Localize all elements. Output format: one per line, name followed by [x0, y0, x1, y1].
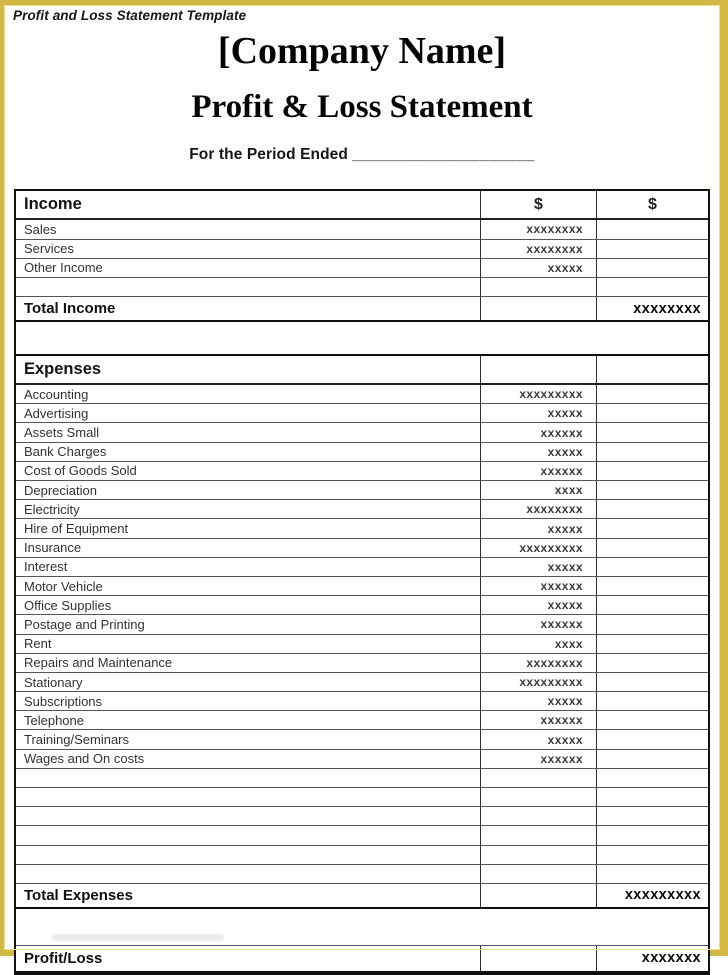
amount-cell-empty: [596, 673, 708, 691]
line-item-label: Accounting: [24, 386, 89, 402]
empty-label-cell: [16, 846, 480, 864]
amount-cell-empty: [596, 558, 708, 576]
empty-row: [16, 788, 708, 807]
empty-label-cell: [16, 788, 480, 806]
line-item-label: Subscriptions: [24, 693, 103, 709]
amount-cell-empty: [480, 297, 596, 320]
amount-cell-empty: [596, 711, 708, 729]
empty-amount-cell: [480, 826, 596, 844]
line-item-amount: xxxx: [480, 635, 596, 653]
line-item-label: Stationary: [24, 674, 83, 690]
line-item-label: Office Supplies: [24, 597, 112, 613]
line-item-row: [16, 481, 708, 500]
amount-cell-empty: [596, 519, 708, 537]
line-item-label: Interest: [24, 559, 68, 575]
total-row: [16, 884, 708, 909]
line-item-amount: xxxxx: [480, 558, 596, 576]
amount-cell-empty: [596, 259, 708, 277]
line-item-row: [16, 558, 708, 577]
line-item-amount: xxxxxxxx: [480, 500, 596, 518]
line-item-label: Motor Vehicle: [24, 578, 103, 594]
line-item-row: [16, 596, 708, 615]
line-item-row: [16, 635, 708, 654]
line-item-row: [16, 500, 708, 519]
line-item-label: Wages and On costs: [24, 751, 145, 767]
line-item-amount: xxxxx: [480, 259, 596, 277]
line-item-label: Repairs and Maintenance: [24, 655, 173, 671]
amount-cell-empty: [596, 220, 708, 238]
amount-cell-empty: [596, 635, 708, 653]
company-name-heading: [Company Name]: [217, 29, 507, 72]
line-item-label: Bank Charges: [24, 444, 107, 460]
spacer-cell: [16, 322, 708, 354]
amount-cell-empty: [596, 462, 708, 480]
empty-amount-cell: [480, 865, 596, 883]
amount-cell-empty: [480, 946, 596, 971]
table-spacer-row: [16, 322, 708, 356]
currency-column-header: [596, 356, 708, 383]
line-item-amount: xxxxxxxx: [480, 654, 596, 672]
empty-amount-cell: [596, 769, 708, 787]
line-item-row: [16, 519, 708, 538]
empty-amount-cell: [480, 769, 596, 787]
line-item-label: Insurance: [24, 540, 82, 556]
line-item-label: Training/Seminars: [24, 732, 130, 748]
line-item-amount: xxxxxx: [480, 462, 596, 480]
empty-row: [16, 826, 708, 845]
empty-amount-cell: [480, 278, 596, 296]
empty-label-cell: [16, 278, 480, 296]
section-header-row: [16, 191, 708, 220]
amount-cell-empty: [596, 750, 708, 768]
currency-column-header: $: [596, 191, 708, 218]
line-item-amount: xxxxxx: [480, 577, 596, 595]
total-row: [16, 946, 708, 973]
empty-amount-cell: [596, 865, 708, 883]
table-spacer-row: [16, 909, 708, 946]
amount-cell-empty: [596, 615, 708, 633]
line-item-amount: xxxxx: [480, 596, 596, 614]
line-item-label: Cost of Goods Sold: [24, 463, 137, 479]
line-item-amount: xxxxxxxxx: [480, 385, 596, 403]
line-item-amount: xxxxx: [480, 404, 596, 422]
line-item-row: [16, 711, 708, 730]
line-item-row: [16, 240, 708, 259]
total-amount: xxxxxxxxx: [596, 884, 708, 907]
amount-cell-empty: [480, 884, 596, 907]
total-amount: xxxxxxxx: [596, 297, 708, 320]
empty-row: [16, 278, 708, 297]
line-item-label: Advertising: [24, 405, 89, 421]
empty-amount-cell: [480, 846, 596, 864]
total-row: [16, 297, 708, 322]
line-item-amount: xxxxxxxx: [480, 220, 596, 238]
empty-label-cell: [16, 769, 480, 787]
line-item-label: Telephone: [24, 712, 84, 728]
line-item-amount: xxxxxx: [480, 711, 596, 729]
line-item-amount: xxxxxxxxx: [480, 673, 596, 691]
empty-amount-cell: [480, 807, 596, 825]
empty-amount-cell: [596, 788, 708, 806]
amount-cell-empty: [596, 443, 708, 461]
empty-label-cell: [16, 807, 480, 825]
line-item-row: [16, 750, 708, 769]
line-item-row: [16, 404, 708, 423]
line-item-amount: xxxxxxxxx: [480, 539, 596, 557]
total-amount: xxxxxxx: [596, 946, 708, 971]
line-item-label: Assets Small: [24, 425, 100, 441]
line-item-amount: xxxxx: [480, 692, 596, 710]
section-header-label: Expenses: [24, 360, 102, 379]
empty-amount-cell: [596, 846, 708, 864]
empty-row: [16, 769, 708, 788]
empty-row: [16, 807, 708, 826]
amount-cell-empty: [596, 404, 708, 422]
amount-cell-empty: [596, 500, 708, 518]
period-line: [4, 146, 720, 164]
total-label: Profit/Loss: [24, 949, 103, 967]
line-item-label: Postage and Printing: [24, 616, 145, 632]
faint-watermark: [52, 934, 224, 941]
line-item-row: [16, 577, 708, 596]
empty-amount-cell: [596, 826, 708, 844]
template-title: Profit and Loss Statement Template: [13, 8, 247, 23]
line-item-label: Sales: [24, 221, 57, 237]
amount-cell-empty: [596, 481, 708, 499]
line-item-label: Rent: [24, 636, 52, 652]
empty-label-cell: [16, 826, 480, 844]
amount-cell-empty: [596, 539, 708, 557]
empty-label-cell: [16, 865, 480, 883]
line-item-row: [16, 462, 708, 481]
line-item-row: [16, 259, 708, 278]
line-item-row: [16, 692, 708, 711]
empty-amount-cell: [596, 807, 708, 825]
line-item-label: Services: [24, 241, 74, 257]
empty-row: [16, 846, 708, 865]
period-blank-line: ____________________: [352, 146, 535, 164]
period-label: For the Period Ended: [189, 146, 348, 164]
amount-cell-empty: [596, 240, 708, 258]
line-item-row: [16, 443, 708, 462]
amount-cell-empty: [596, 423, 708, 441]
line-item-row: [16, 673, 708, 692]
statement-title: Profit & Loss Statement: [191, 89, 533, 126]
line-item-amount: xxxxxx: [480, 615, 596, 633]
amount-cell-empty: [596, 692, 708, 710]
line-item-row: [16, 385, 708, 404]
profit-loss-table: [14, 189, 710, 975]
amount-cell-empty: [596, 730, 708, 748]
amount-cell-empty: [596, 596, 708, 614]
line-item-label: Depreciation: [24, 482, 97, 498]
total-label: Total Expenses: [24, 886, 133, 904]
line-item-amount: xxxxx: [480, 730, 596, 748]
line-item-amount: xxxxx: [480, 443, 596, 461]
amount-cell-empty: [596, 385, 708, 403]
amount-cell-empty: [596, 654, 708, 672]
currency-column-header: $: [480, 191, 596, 218]
total-label: Total Income: [24, 300, 116, 318]
section-header-row: [16, 356, 708, 385]
amount-cell-empty: [596, 577, 708, 595]
line-item-row: [16, 539, 708, 558]
line-item-amount: xxxxx: [480, 519, 596, 537]
currency-column-header: [480, 356, 596, 383]
line-item-row: [16, 654, 708, 673]
line-item-amount: xxxxxx: [480, 750, 596, 768]
empty-row: [16, 865, 708, 884]
line-item-row: [16, 730, 708, 749]
line-item-row: [16, 615, 708, 634]
section-header-label: Income: [24, 195, 82, 214]
line-item-row: [16, 220, 708, 239]
empty-amount-cell: [480, 788, 596, 806]
line-item-label: Hire of Equipment: [24, 521, 129, 537]
empty-amount-cell: [596, 278, 708, 296]
line-item-amount: xxxxxxxx: [480, 240, 596, 258]
line-item-amount: xxxxxx: [480, 423, 596, 441]
line-item-label: Electricity: [24, 501, 80, 517]
line-item-amount: xxxx: [480, 481, 596, 499]
line-item-label: Other Income: [24, 260, 103, 276]
line-item-row: [16, 423, 708, 442]
